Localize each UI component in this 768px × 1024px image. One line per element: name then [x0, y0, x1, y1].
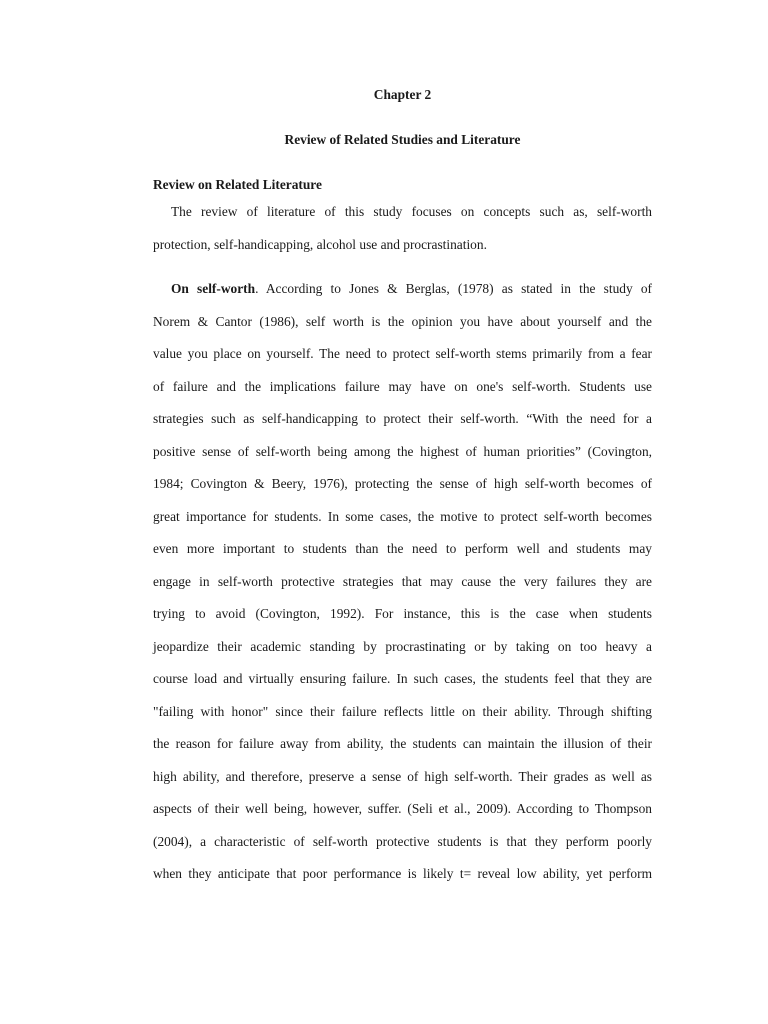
- section-heading: Review of Related Studies and Literature: [284, 132, 521, 147]
- paragraph-line: high ability, and therefore, preserve a sense of high self-worth. Their grades as well as: [153, 769, 652, 784]
- paragraph-line: 1984; Covington & Beery, 1976), protecting the sense of high self-worth becomes of: [153, 476, 652, 491]
- paragraph-line: value you place on yourself. The need to protect self-worth stems primarily from a fear: [153, 346, 652, 361]
- paragraph-line: strategies such as self-handicapping to protect their self-worth. “With the need for a: [153, 411, 652, 426]
- paragraph-first-line-text: . According to Jones & Berglas, (1978) as stated in the study of: [255, 281, 652, 296]
- paragraph-line: trying to avoid (Covington, 1992). For instance, this is the case when students: [153, 606, 652, 621]
- paragraph-line: even more important to students than the need to perform well and students may: [153, 541, 652, 556]
- paragraph-line: positive sense of self-worth being among the highest of human priorities” (Covington,: [153, 444, 652, 459]
- paragraph-line: (2004), a characteristic of self-worth protective students is that they perform poorly: [153, 834, 652, 849]
- paragraph-line: engage in self-worth protective strategies that may cause the very failures they are: [153, 574, 652, 589]
- paragraph-line: of failure and the implications failure may have on one's self-worth. Students use: [153, 379, 652, 394]
- intro-line: The review of literature of this study focuses on concepts such as, self-worth: [171, 204, 652, 219]
- paragraph-line: "failing with honor" since their failure reflects little on their ability. Through shifting: [153, 704, 652, 719]
- chapter-heading: Chapter 2: [373, 87, 432, 102]
- paragraph-line: course load and virtually ensuring failure. In such cases, the students feel that they are: [153, 671, 652, 686]
- intro-line: protection, self-handicapping, alcohol use and procrastination.: [153, 237, 487, 252]
- paragraph-line: the reason for failure away from ability, the students can maintain the illusion of their: [153, 736, 652, 751]
- paragraph-line: aspects of their well being, however, suffer. (Seli et al., 2009). According to Thompson: [153, 801, 652, 816]
- paragraph-line: jeopardize their academic standing by procrastinating or by taking on too heavy a: [153, 639, 652, 654]
- paragraph-first-line: [171, 280, 652, 298]
- paragraph-line: great importance for students. In some cases, the motive to protect self-worth becomes: [153, 509, 652, 524]
- paragraph-line: when they anticipate that poor performance is likely t= reveal low ability, yet perform: [153, 866, 652, 881]
- paragraph-line: Norem & Cantor (1986), self worth is the opinion you have about yourself and the: [153, 314, 652, 329]
- subsection-heading: Review on Related Literature: [153, 177, 322, 192]
- paragraph-lead-term: On self-worth: [171, 281, 256, 296]
